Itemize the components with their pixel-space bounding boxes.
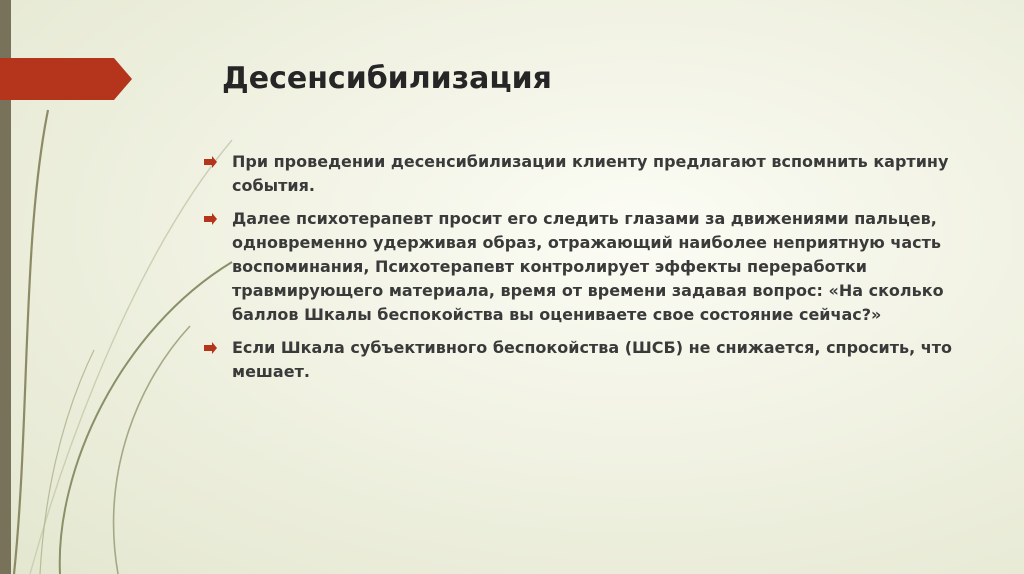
bullet-list [204,150,964,393]
bullet-item [204,207,964,327]
bullet-item [204,150,964,198]
bullet-text: При проведении десенсибилизации клиенту предлагают вспомнить картину события. [232,152,949,195]
arrow-bullet-icon [204,342,217,354]
arrow-bullet-icon [204,156,217,168]
title-accent-arrow [0,58,132,100]
bullet-item [204,336,964,384]
bullet-text: Далее психотерапевт просит его следить глазами за движениями пальцев, одновременно удерживая образ, отражающий наиболее неприятную часть воспоминания, Психотерапевт контролирует эффекты переработки травмирующего материала, время от времени задавая вопрос: «На сколько баллов Шкалы беспокойства вы оцениваете свое состояние сейчас?» [232,209,944,324]
slide-title: Десенсибилизация [222,61,552,96]
bullet-text: Если Шкала субъективного беспокойства (ШСБ) не снижается, спросить, что мешает. [232,338,953,381]
arrow-bullet-icon [204,213,217,225]
